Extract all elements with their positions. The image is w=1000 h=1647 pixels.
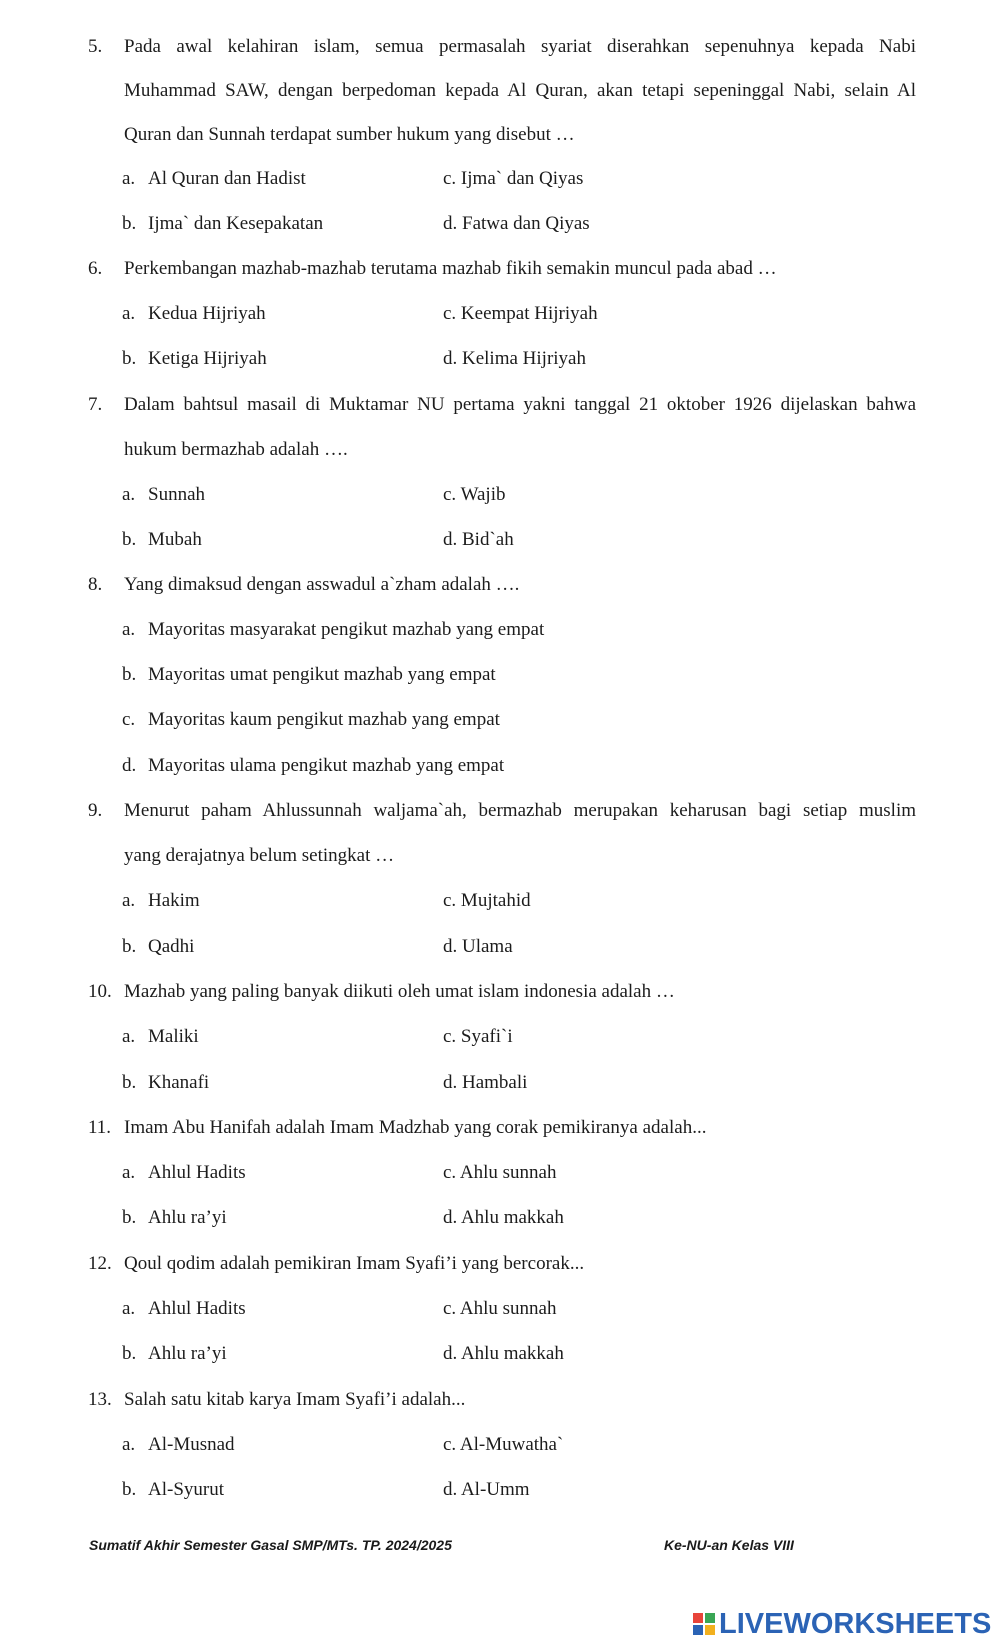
- question-number: 12.: [88, 1253, 112, 1274]
- option-a: Ahlul Hadits: [148, 1162, 246, 1183]
- option-letter: b.: [122, 1343, 137, 1364]
- question-text: Yang dimaksud dengan asswadul a`zham adalah ….: [124, 574, 520, 595]
- option-b: Khanafi: [148, 1072, 210, 1093]
- question-text: Menurut paham Ahlussunnah waljama`ah, bermazhab merupakan keharusan bagi setiap muslim: [124, 800, 916, 821]
- option-b: Ahlu ra’yi: [148, 1207, 227, 1228]
- option-letter: b.: [122, 1207, 137, 1228]
- option-b: Mubah: [148, 529, 202, 550]
- option-a: Ahlul Hadits: [148, 1298, 246, 1319]
- option-letter: a.: [122, 619, 136, 640]
- option-a: Sunnah: [148, 484, 205, 505]
- option-b: Ahlu ra’yi: [148, 1343, 227, 1364]
- option-d: d. Al-Umm: [443, 1479, 530, 1500]
- option-c: c. Al-Muwatha`: [443, 1434, 564, 1455]
- option-letter: a.: [122, 890, 136, 911]
- option-c: c. Syafi`i: [443, 1026, 513, 1047]
- option-c: c. Mujtahid: [443, 890, 531, 911]
- question-number: 11.: [88, 1117, 112, 1138]
- question-number: 13.: [88, 1389, 112, 1410]
- option-c: Mayoritas kaum pengikut mazhab yang empat: [148, 709, 500, 730]
- option-a: Maliki: [148, 1026, 199, 1047]
- question-text: Pada awal kelahiran islam, semua permasalah syariat diserahkan sepenuhnya kepada Nabi: [124, 36, 916, 57]
- option-letter: a.: [122, 484, 136, 505]
- footer-subject: Ke-NU-an Kelas VIII: [664, 1537, 794, 1553]
- logo-grid-icon: [693, 1613, 715, 1635]
- option-a: Al Quran dan Hadist: [148, 168, 306, 189]
- question-number: 5.: [88, 36, 103, 57]
- option-letter: a.: [122, 1026, 136, 1047]
- option-c: c. Wajib: [443, 484, 506, 505]
- option-c: c. Keempat Hijriyah: [443, 303, 598, 324]
- option-letter: b.: [122, 936, 137, 957]
- question-number: 9.: [88, 800, 103, 821]
- option-a: Al-Musnad: [148, 1434, 235, 1455]
- option-letter: b.: [122, 664, 137, 685]
- option-letter: a.: [122, 1298, 136, 1319]
- option-c: c. Ahlu sunnah: [443, 1298, 557, 1319]
- option-letter: a.: [122, 303, 136, 324]
- option-letter: c.: [122, 709, 136, 730]
- question-text: Qoul qodim adalah pemikiran Imam Syafi’i yang bercorak...: [124, 1253, 585, 1274]
- option-letter: b.: [122, 529, 137, 550]
- option-d: d. Hambali: [443, 1072, 528, 1093]
- question-text: Imam Abu Hanifah adalah Imam Madzhab yang corak pemikiranya adalah...: [124, 1117, 707, 1138]
- option-b: Ketiga Hijriyah: [148, 348, 267, 369]
- option-letter: a.: [122, 1162, 136, 1183]
- option-d: d. Bid`ah: [443, 529, 514, 550]
- question-number: 7.: [88, 394, 103, 415]
- option-letter: b.: [122, 348, 137, 369]
- question-text: Salah satu kitab karya Imam Syafi’i adalah...: [124, 1389, 466, 1410]
- option-b: Qadhi: [148, 936, 195, 957]
- option-d: d. Fatwa dan Qiyas: [443, 213, 590, 234]
- question-text: Perkembangan mazhab-mazhab terutama mazhab fikih semakin muncul pada abad …: [124, 258, 777, 279]
- question-text: Muhammad SAW, dengan berpedoman kepada Al Quran, akan tetapi sepeninggal Nabi, selain Al: [124, 80, 916, 101]
- option-letter: b.: [122, 1479, 137, 1500]
- option-letter: b.: [122, 213, 137, 234]
- question-text: Dalam bahtsul masail di Muktamar NU pertama yakni tanggal 21 oktober 1926 dijelaskan bahwa: [124, 394, 916, 415]
- footer-exam-title: Sumatif Akhir Semester Gasal SMP/MTs. TP. 2024/2025: [89, 1537, 452, 1553]
- option-letter: b.: [122, 1072, 137, 1093]
- question-text: hukum bermazhab adalah ….: [124, 439, 348, 460]
- option-d: Mayoritas ulama pengikut mazhab yang empat: [148, 755, 505, 776]
- option-b: Mayoritas umat pengikut mazhab yang empat: [148, 664, 496, 685]
- option-d: d. Ahlu makkah: [443, 1207, 564, 1228]
- option-d: d. Ulama: [443, 936, 513, 957]
- option-a: Mayoritas masyarakat pengikut mazhab yang empat: [148, 619, 545, 640]
- option-c: c. Ijma` dan Qiyas: [443, 168, 584, 189]
- liveworksheets-logo[interactable]: [693, 1607, 991, 1641]
- option-a: Hakim: [148, 890, 200, 911]
- option-a: Kedua Hijriyah: [148, 303, 266, 324]
- option-b: Al-Syurut: [148, 1479, 224, 1500]
- question-text: Mazhab yang paling banyak diikuti oleh umat islam indonesia adalah …: [124, 981, 675, 1002]
- option-letter: a.: [122, 168, 136, 189]
- option-c: c. Ahlu sunnah: [443, 1162, 557, 1183]
- question-number: 10.: [88, 981, 112, 1002]
- option-letter: a.: [122, 1434, 136, 1455]
- question-number: 6.: [88, 258, 103, 279]
- option-b: Ijma` dan Kesepakatan: [148, 213, 324, 234]
- option-d: d. Kelima Hijriyah: [443, 348, 586, 369]
- question-number: 8.: [88, 574, 103, 595]
- option-letter: d.: [122, 755, 137, 776]
- option-d: d. Ahlu makkah: [443, 1343, 564, 1364]
- question-text: Quran dan Sunnah terdapat sumber hukum yang disebut …: [124, 124, 575, 145]
- logo-text: LIVEWORKSHEETS: [719, 1607, 992, 1640]
- question-text: yang derajatnya belum setingkat …: [124, 845, 395, 866]
